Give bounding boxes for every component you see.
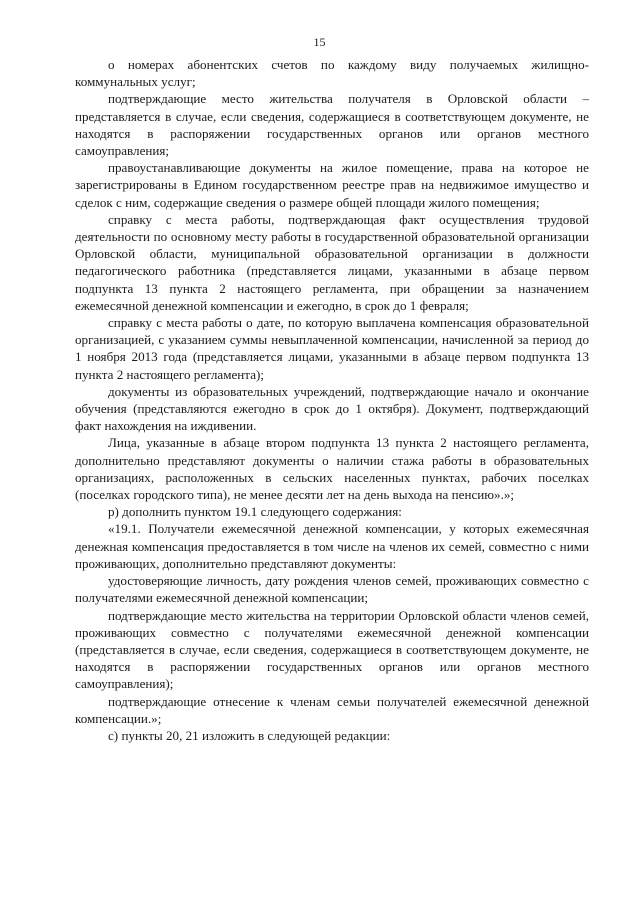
- paragraph: Лица, указанные в абзаце втором подпункта 13 пункта 2 настоящего регламента, дополнительно представляют документы о наличии стажа работы в образовательных организациях, расположенных в сельских населенных пунктах, рабочих поселках (поселках городского типа), не менее десяти лет на день выхода на пенсию».»;: [75, 435, 589, 503]
- document-body: [75, 56, 589, 744]
- paragraph: подтверждающие отнесение к членам семьи получателей ежемесячной денежной компенсации.»;: [75, 693, 589, 726]
- paragraph: о номерах абонентских счетов по каждому виду получаемых жилищно-коммунальных услуг;: [75, 57, 589, 90]
- paragraph: р) дополнить пунктом 19.1 следующего содержания:: [108, 504, 402, 520]
- paragraph: справку с места работы о дате, по которую выплачена компенсация образовательной организацией, с указанием суммы невыплаченной компенсации, начисленной за период до 1 ноября 2013 года (представляется лицами, указанными в абзаце первом подпункта 13 пункта 2 настоящего регламента);: [75, 315, 589, 382]
- paragraph: «19.1. Получатели ежемесячной денежной компенсации, у которых ежемесячная денежная компенсация предоставляется в том числе на членов их семей, совместно с ними проживающих, дополнительно представляют документы:: [75, 521, 589, 571]
- paragraph: удостоверяющие личность, дату рождения членов семей, проживающих совместно с получателями ежемесячной денежной компенсации;: [75, 573, 589, 606]
- page-number: 15: [313, 35, 326, 49]
- paragraph: правоустанавливающие документы на жилое помещение, права на которое не зарегистрированы в Едином государственном реестре прав на недвижимое имущество и сделок с ним, содержащие сведения о размере общей площади жилого помещения;: [75, 160, 589, 210]
- paragraph: подтверждающие место жительства получателя в Орловской области – представляется в случае, если сведения, содержащиеся в соответствующем документе, не находятся в распоряжении государственных органов или органов местного самоуправления;: [75, 91, 589, 159]
- paragraph: справку с места работы, подтверждающая факт осуществления трудовой деятельности по основному месту работы в государственной образовательной организации Орловской области, муниципальной образовательной организации в должности педагогического работника (представляется лицами, указанными в абзаце первом подпункта 13 пункта 2 настоящего регламента, при обращении за назначением ежемесячной денежной компенсации и ежегодно, в срок до 1 февраля;: [75, 211, 589, 313]
- paragraph: документы из образовательных учреждений, подтверждающие начало и окончание обучения (представляются ежегодно в срок до 1 октября). Документ, подтверждающий факт нахождения на иждивении.: [75, 383, 589, 434]
- paragraph: подтверждающие место жительства на территории Орловской области членов семей, проживающих совместно с получателями ежемесячной денежной компенсации (представляется в случае, если сведения, содержащиеся в соответствующем документе, не находятся в распоряжении государственных органов или органов местного самоуправления);: [75, 607, 589, 692]
- paragraph: с) пункты 20, 21 изложить в следующей редакции:: [108, 727, 391, 743]
